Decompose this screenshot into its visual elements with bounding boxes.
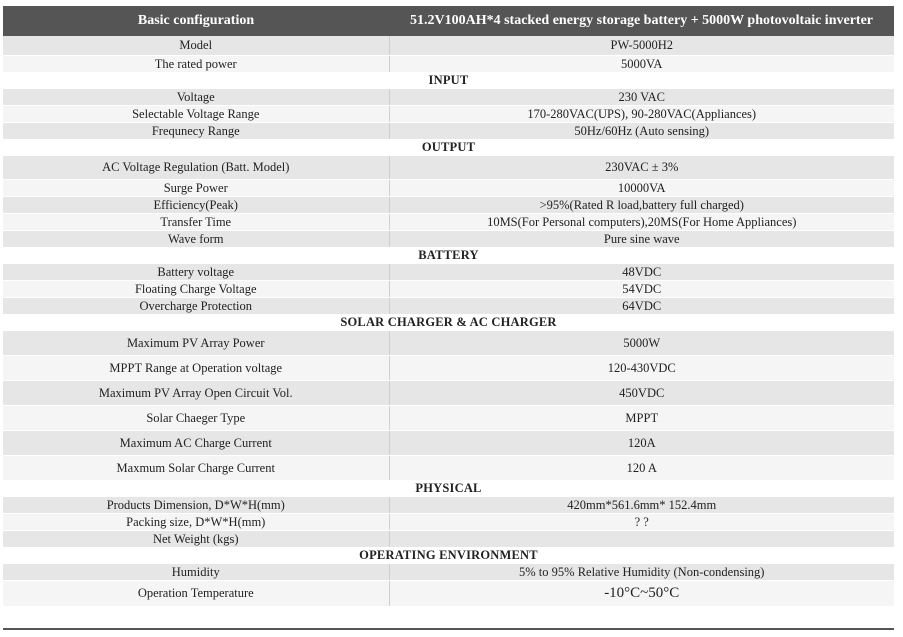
spec-label: Maximum PV Array Power <box>3 330 389 355</box>
spec-label: Frequnecy Range <box>3 122 389 139</box>
spec-value <box>389 530 894 547</box>
spec-value: 48VDC <box>389 263 894 280</box>
spec-value: 5% to 95% Relative Humidity (Non-condensing) <box>389 563 894 580</box>
table-row <box>3 580 894 606</box>
table-row <box>3 179 894 196</box>
table-row <box>3 355 894 380</box>
section-header <box>3 247 894 263</box>
spec-label: Maximum PV Array Open Circuit Vol. <box>3 380 389 405</box>
spec-value: 10000VA <box>389 179 894 196</box>
spec-label: MPPT Range at Operation voltage <box>3 355 389 380</box>
spec-value: 120A <box>389 430 894 455</box>
section-title: INPUT <box>3 72 894 88</box>
header-col-product: 51.2V100AH*4 stacked energy storage battery + 5000W photovoltaic inverter <box>389 6 894 36</box>
spec-label: Maxmum Solar Charge Current <box>3 455 389 480</box>
spec-label: Efficiency(Peak) <box>3 196 389 213</box>
table-row <box>3 530 894 547</box>
table-row <box>3 88 894 105</box>
spec-value: 5000VA <box>389 55 894 72</box>
section-header <box>3 72 894 88</box>
bottom-rule <box>3 628 894 630</box>
table-row <box>3 230 894 247</box>
spec-label: Selectable Voltage Range <box>3 105 389 122</box>
section-header <box>3 480 894 496</box>
table-row <box>3 496 894 513</box>
spec-value: MPPT <box>389 405 894 430</box>
section-title: OUTPUT <box>3 139 894 155</box>
spec-label: Voltage <box>3 88 389 105</box>
spec-sheet <box>3 6 894 607</box>
table-row <box>3 213 894 230</box>
spec-label: Maximum AC Charge Current <box>3 430 389 455</box>
table-row <box>3 122 894 139</box>
table-row <box>3 455 894 480</box>
spec-label: Battery voltage <box>3 263 389 280</box>
spec-label: AC Voltage Regulation (Batt. Model) <box>3 155 389 179</box>
table-row <box>3 155 894 179</box>
section-header <box>3 314 894 330</box>
spec-value: -10°C~50°C <box>389 580 894 606</box>
spec-label: The rated power <box>3 55 389 72</box>
table-row <box>3 405 894 430</box>
section-title: OPERATING ENVIRONMENT <box>3 547 894 563</box>
spec-label: Floating Charge Voltage <box>3 280 389 297</box>
table-row <box>3 380 894 405</box>
spec-value: Pure sine wave <box>389 230 894 247</box>
table-row <box>3 55 894 72</box>
spec-label: Model <box>3 36 389 55</box>
table-row <box>3 196 894 213</box>
spec-table <box>3 6 894 607</box>
spec-value: 10MS(For Personal computers),20MS(For Home Appliances) <box>389 213 894 230</box>
spec-value: 450VDC <box>389 380 894 405</box>
spec-label: Net Weight (kgs) <box>3 530 389 547</box>
spec-value: 230VAC ± 3% <box>389 155 894 179</box>
spec-value: 120 A <box>389 455 894 480</box>
spec-label: Transfer Time <box>3 213 389 230</box>
spec-table-body <box>3 36 894 606</box>
spec-value: 120-430VDC <box>389 355 894 380</box>
table-row <box>3 36 894 55</box>
spec-label: Surge Power <box>3 179 389 196</box>
table-row <box>3 280 894 297</box>
spec-value: 230 VAC <box>389 88 894 105</box>
table-header <box>3 6 894 36</box>
section-title: BATTERY <box>3 247 894 263</box>
spec-label: Overcharge Protection <box>3 297 389 314</box>
spec-label: Packing size, D*W*H(mm) <box>3 513 389 530</box>
spec-value: PW-5000H2 <box>389 36 894 55</box>
section-title: PHYSICAL <box>3 480 894 496</box>
table-row <box>3 430 894 455</box>
spec-label: Products Dimension, D*W*H(mm) <box>3 496 389 513</box>
table-row <box>3 330 894 355</box>
spec-value: ? ? <box>389 513 894 530</box>
table-row <box>3 263 894 280</box>
section-title: SOLAR CHARGER & AC CHARGER <box>3 314 894 330</box>
spec-value: 5000W <box>389 330 894 355</box>
spec-value: 170-280VAC(UPS), 90-280VAC(Appliances) <box>389 105 894 122</box>
table-row <box>3 563 894 580</box>
spec-label: Operation Temperature <box>3 580 389 606</box>
table-row <box>3 105 894 122</box>
section-header <box>3 139 894 155</box>
section-header <box>3 547 894 563</box>
spec-value: 54VDC <box>389 280 894 297</box>
table-row <box>3 297 894 314</box>
spec-label: Solar Chaeger Type <box>3 405 389 430</box>
spec-value: 420mm*561.6mm* 152.4mm <box>389 496 894 513</box>
spec-value: >95%(Rated R load,battery full charged) <box>389 196 894 213</box>
header-col-basic-configuration: Basic configuration <box>3 6 389 36</box>
spec-label: Wave form <box>3 230 389 247</box>
spec-label: Humidity <box>3 563 389 580</box>
spec-value: 64VDC <box>389 297 894 314</box>
spec-value: 50Hz/60Hz (Auto sensing) <box>389 122 894 139</box>
table-row <box>3 513 894 530</box>
